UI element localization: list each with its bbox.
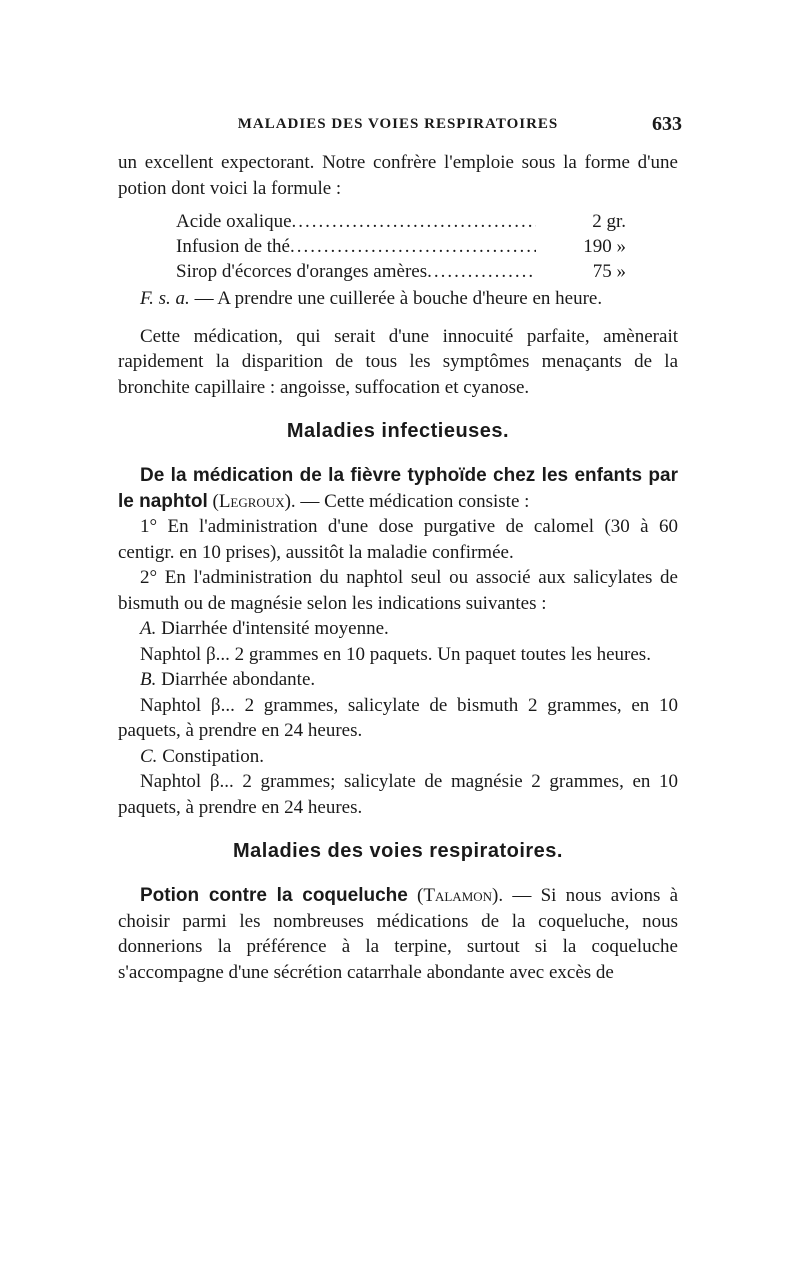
list-item: 2° En l'administration du naphtol seul ou associé aux salicylates de bismuth ou de magnésie selon les indications suivantes : [118, 567, 678, 614]
case-heading [118, 616, 678, 642]
case-text: Diarrhée d'intensité moyenne. [156, 618, 389, 639]
subheading-coqueluche: Potion contre la coqueluche [140, 885, 408, 906]
case-label: C. [140, 745, 158, 767]
whooping-cough-paragraph: Potion contre la coqueluche (Talamon). — Si nous avions à choisir parmi les nombreuses médications de la coqueluche, nous donnerions la préférence à la terpine, surtout si la coqueluche s'accompagne d'une sécrétion catarrhale abondante avec excès de [118, 885, 678, 983]
formula-list [176, 209, 678, 284]
author-name: Talamon [423, 885, 493, 906]
ingredient-quantity: 75 » [592, 261, 626, 282]
fsa-paragraph [118, 286, 678, 312]
fsa-text: — A prendre une cuillerée à bouche d'heure en heure. [189, 288, 603, 309]
case-label: B. [140, 669, 157, 690]
author-name: Legroux [218, 490, 285, 512]
body-text: — Si nous avions à choisir parmi les nombreuses médications de la coqueluche, nous donnerions la préférence à la terpine, surtout si la coqueluche s'accompagne d'une sécrétion catarrhale abondante avec excès de [118, 885, 678, 983]
case-text: Diarrhée abondante. [156, 669, 316, 690]
formula-row [176, 209, 626, 234]
lead-text: — Cette médication consiste : [295, 490, 530, 512]
medication-paragraph: Cette médication, qui serait d'une innocuité parfaite, amènerait rapidement la disparition de tous les symptômes menaçants de la bronchite capillaire : angoisse, suffocation et cyanose. [118, 325, 678, 398]
case-text: Constipation. [157, 745, 265, 767]
ingredient-quantity: 190 » [583, 236, 626, 257]
ingredient-quantity: 2 gr. [592, 211, 626, 232]
section-title-respiratory: Maladies des voies respiratoires. [233, 840, 563, 862]
ingredient-name: Acide oxalique [176, 211, 292, 232]
case-label: A. [140, 618, 157, 639]
case-heading [118, 744, 678, 770]
leader-dots [290, 234, 536, 259]
page-body [118, 150, 678, 985]
subheading-typhoid: De la médication de la fièvre typhoïde chez les enfants par le naphtol [118, 465, 678, 512]
running-title: MALADIES DES VOIES RESPIRATOIRES [237, 116, 559, 132]
page-header [118, 113, 682, 140]
page-number: 633 [652, 113, 682, 135]
case-heading [118, 667, 678, 693]
list-item: 1° En l'administration d'une dose purgative de calomel (30 à 60 centigr. en 10 prises), aussitôt la maladie confirmée. [118, 516, 678, 563]
typhoid-lead-paragraph: De la médication de la fièvre typhoïde chez les enfants par le naphtol (Legroux). — Cette médication consiste : [118, 465, 678, 512]
ingredient-name: Sirop d'écorces d'oranges amères [176, 261, 428, 282]
section-title-infectious: Maladies infectieuses. [286, 420, 510, 442]
ingredient-name: Infusion de thé [176, 236, 290, 257]
fsa-label: F. s. a. [140, 288, 190, 309]
intro-paragraph: un excellent expectorant. Notre confrère l'emploie sous la forme d'une potion dont voici la formule : [118, 152, 678, 199]
leader-dots [292, 209, 536, 234]
formula-row [176, 234, 626, 259]
case-dose: Naphtol β... 2 grammes, salicylate de bismuth 2 grammes, en 10 paquets, à prendre en 24 heures. [118, 694, 678, 741]
case-dose: Naphtol β... 2 grammes; salicylate de magnésie 2 grammes, en 10 paquets, à prendre en 24 heures. [118, 771, 678, 818]
leader-dots [427, 259, 536, 284]
case-dose: Naphtol β... 2 grammes en 10 paquets. Un paquet toutes les heures. [140, 643, 651, 665]
formula-row [176, 259, 626, 284]
